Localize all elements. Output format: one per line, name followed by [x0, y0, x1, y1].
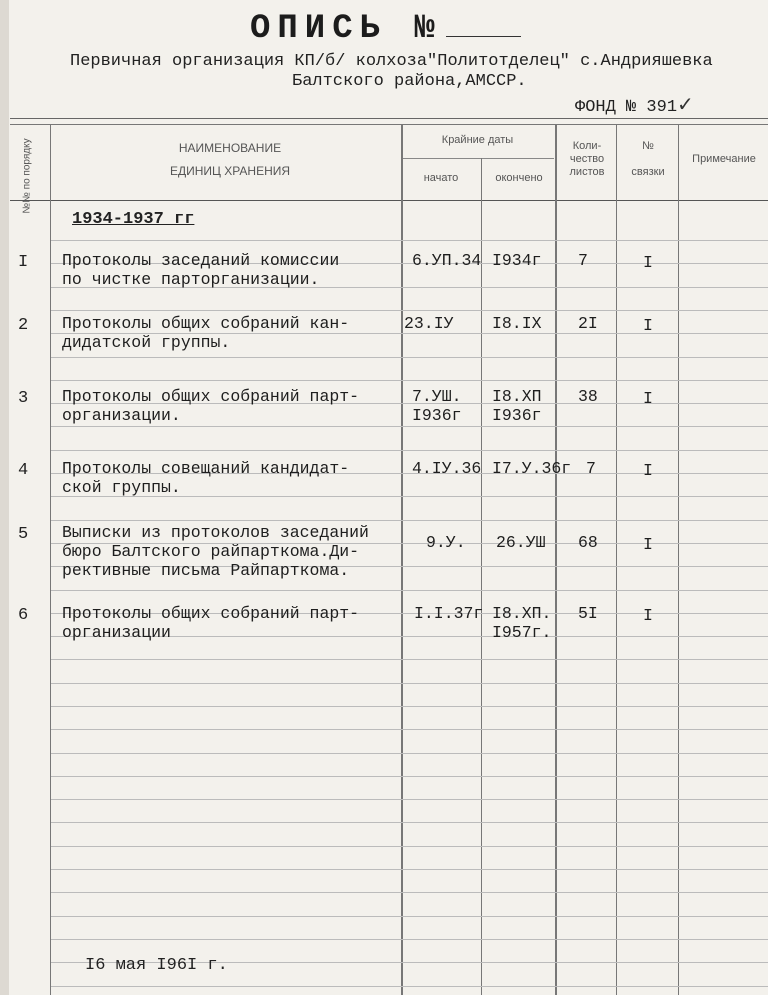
column-header-end: окончено — [495, 172, 543, 184]
column-header-name-1: НАИМЕНОВАНИЕ — [178, 141, 282, 155]
ruled-line — [51, 590, 768, 591]
row-title-line: Протоколы общих собраний кан- — [62, 314, 350, 333]
ruled-line — [51, 799, 768, 800]
ruled-line — [51, 706, 768, 707]
ruled-line — [51, 426, 768, 427]
row-end-date: I934г — [492, 251, 542, 270]
fond-number: ФОНД № 391✓ — [575, 92, 694, 117]
row-title-line: ской группы. — [62, 478, 181, 497]
organization-line-1: Первичная организация КП/б/ колхоза"Политотделец" с.Андрияшевка — [70, 52, 713, 71]
column-header-sheets-2: чество — [569, 153, 605, 165]
row-sheet-count: 7 — [586, 459, 596, 478]
row-title-line: Выписки из протоколов заседаний — [62, 523, 369, 542]
row-number: 2 — [18, 316, 29, 335]
row-title-line: организации. — [62, 406, 181, 425]
row-title-line: по чистке парторганизации. — [62, 270, 320, 289]
header-top-rule-2 — [10, 124, 768, 125]
ruled-line — [51, 659, 768, 660]
column-divider-sheets — [616, 124, 617, 995]
row-end-date: I7.У.36г — [492, 459, 572, 478]
signature-date: I6 мая I96I г. — [85, 956, 228, 975]
ruled-line — [51, 240, 768, 241]
row-number: 5 — [18, 525, 29, 544]
column-divider-bundle — [678, 124, 679, 995]
ruled-line — [51, 357, 768, 358]
row-title-line: дидатской группы. — [62, 333, 231, 352]
column-header-dates: Крайние даты — [441, 134, 514, 146]
row-sheet-count: 5I — [578, 604, 598, 623]
row-title-line: бюро Балтского райпарткома.Ди- — [62, 542, 360, 561]
row-title-line: Протоколы совещаний кандидат- — [62, 459, 350, 478]
organization-line-2: Балтского района,АМССР. — [292, 72, 527, 91]
column-header-start: начато — [423, 172, 459, 184]
header-bottom-rule — [10, 200, 768, 201]
ruled-line — [51, 846, 768, 847]
ruled-line — [51, 939, 768, 940]
row-start-date: 23.IУ — [404, 314, 454, 333]
row-end-date: I957г. — [492, 623, 552, 642]
row-end-date: I8.IX — [492, 314, 542, 333]
row-number: 6 — [18, 606, 29, 625]
row-end-date: I8.XП — [492, 387, 542, 406]
row-start-date: I936г — [412, 406, 462, 425]
row-bundle-number: I — [643, 316, 653, 335]
row-title-line: Протоколы заседаний комиссии — [62, 251, 340, 270]
ruled-line — [51, 986, 768, 987]
ruled-line — [51, 729, 768, 730]
row-title-line: Протоколы общих собраний парт- — [62, 604, 360, 623]
ruled-line — [51, 753, 768, 754]
row-start-date: 7.УШ. — [412, 387, 462, 406]
ruled-line — [51, 310, 768, 311]
row-sheet-count: 38 — [578, 387, 598, 406]
ruled-line — [51, 683, 768, 684]
ruled-line — [51, 822, 768, 823]
dates-split-rule — [402, 158, 554, 159]
column-header-notes: Примечание — [692, 153, 756, 165]
ruled-line — [51, 776, 768, 777]
column-header-bundle-2: связки — [631, 166, 665, 178]
row-sheet-count: 2I — [578, 314, 598, 333]
column-header-number: №№ по порядку — [21, 138, 33, 214]
row-end-date: 26.УШ — [496, 533, 546, 552]
header-top-rule — [10, 118, 768, 119]
row-title-line: рективные письма Райпарткома. — [62, 561, 350, 580]
number-blank-line — [446, 34, 521, 37]
column-divider-name — [401, 124, 403, 995]
row-bundle-number: I — [643, 253, 653, 272]
row-bundle-number: I — [643, 461, 653, 480]
row-number: 3 — [18, 389, 29, 408]
column-header-sheets-3: листов — [569, 166, 605, 178]
column-divider-num — [50, 124, 51, 995]
row-title-line: Протоколы общих собраний парт- — [62, 387, 360, 406]
row-start-date: 4.IУ.36 — [412, 459, 482, 478]
row-title-line: организации — [62, 623, 171, 642]
page-edge — [0, 0, 9, 995]
row-number: I — [18, 253, 29, 272]
row-start-date: 9.У. — [426, 533, 466, 552]
document-title: ОПИСЬ № — [250, 10, 521, 48]
column-divider-end — [555, 124, 557, 995]
check-mark-icon: ✓ — [677, 92, 694, 116]
column-header-sheets-1: Коли- — [572, 140, 602, 152]
ruled-line — [51, 892, 768, 893]
row-sheet-count: 7 — [578, 251, 588, 270]
row-bundle-number: I — [643, 389, 653, 408]
column-header-bundle-1: № — [642, 140, 654, 152]
row-start-date: 6.УП.34 — [412, 251, 482, 270]
period-heading: 1934-1937 гг — [72, 210, 195, 229]
ruled-line — [51, 869, 768, 870]
row-bundle-number: I — [643, 606, 653, 625]
column-header-name-2: ЕДИНИЦ ХРАНЕНИЯ — [169, 164, 291, 178]
row-end-date: I936г — [492, 406, 542, 425]
ruled-line — [51, 520, 768, 521]
row-number: 4 — [18, 461, 29, 480]
ruled-line — [51, 450, 768, 451]
row-bundle-number: I — [643, 535, 653, 554]
ruled-line — [51, 916, 768, 917]
ruled-line — [51, 380, 768, 381]
row-sheet-count: 68 — [578, 533, 598, 552]
row-end-date: I8.XП. — [492, 604, 552, 623]
row-start-date: I.I.37г — [414, 604, 484, 623]
